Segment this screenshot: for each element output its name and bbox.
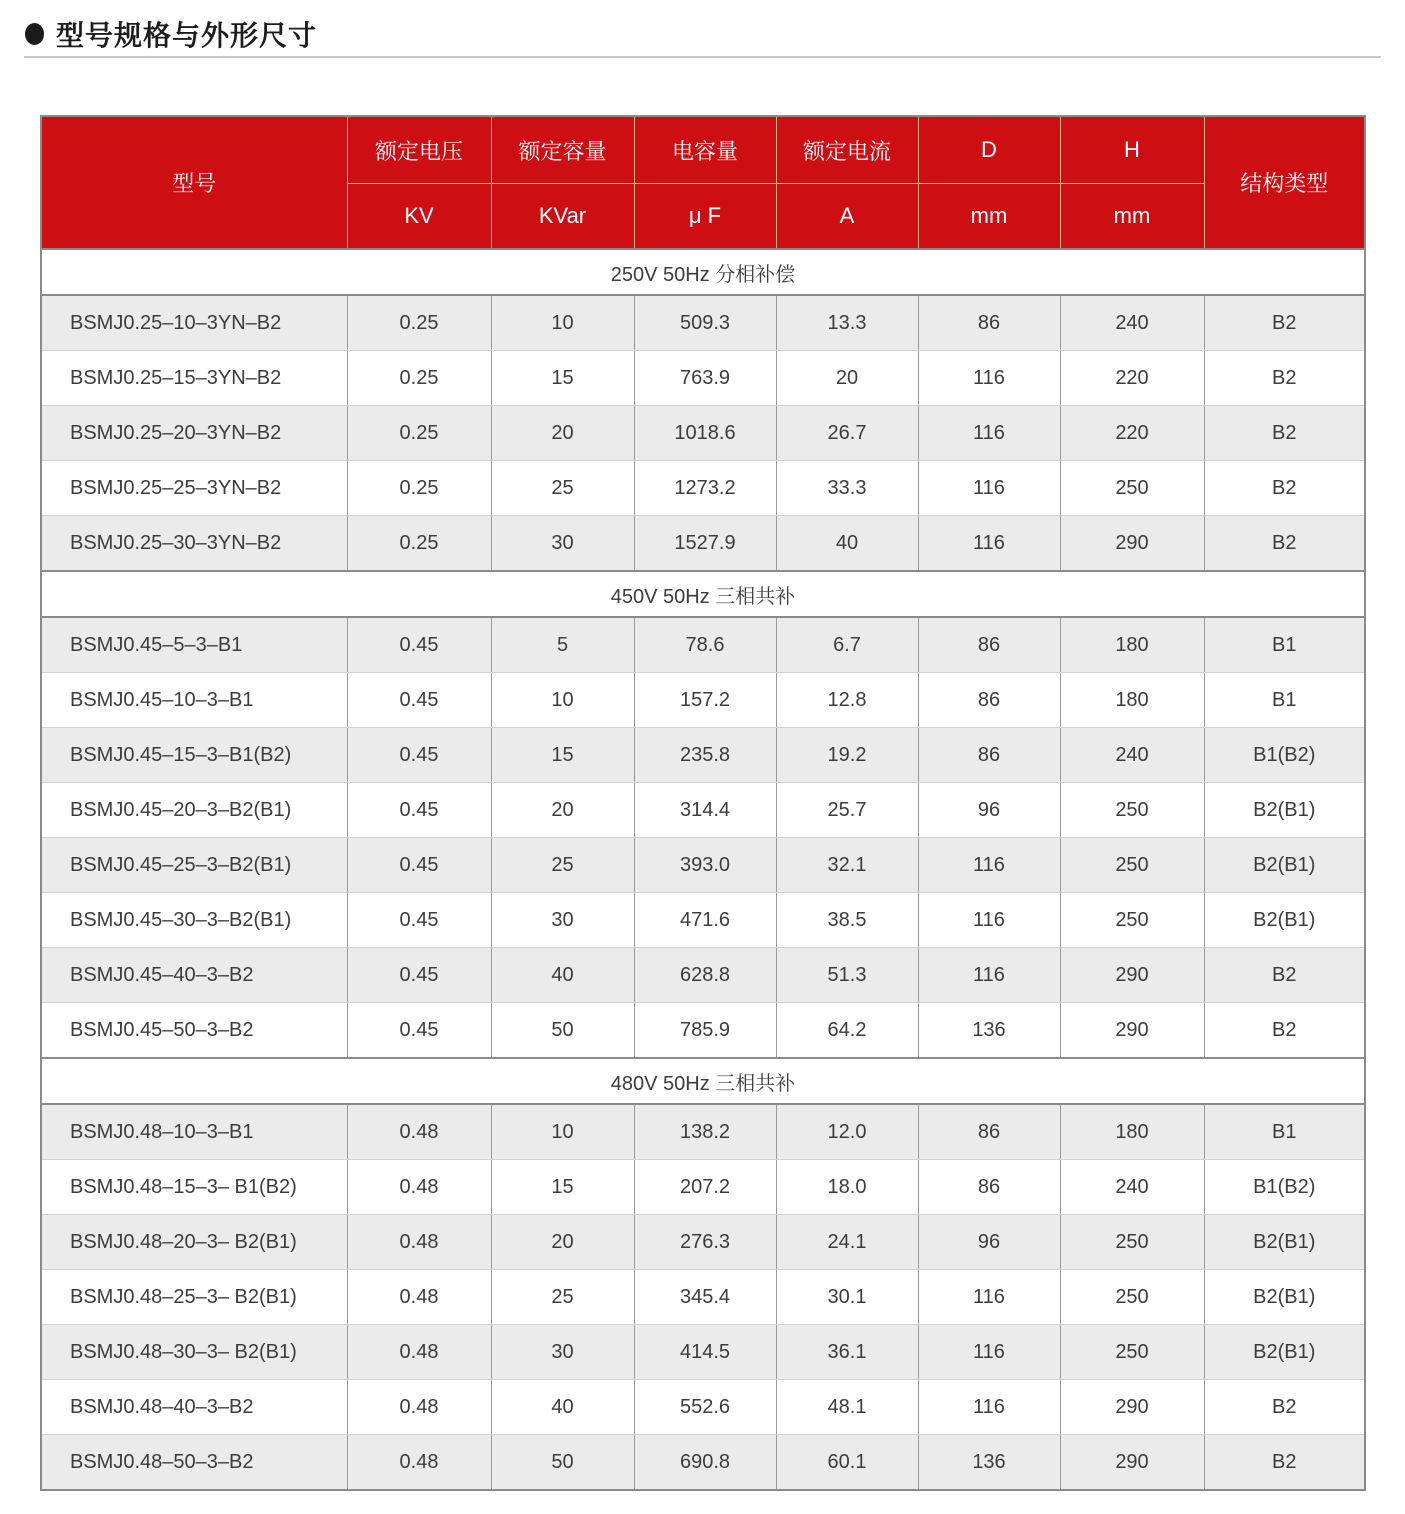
table-row [41,1435,1365,1491]
unit-kvar: KVar [491,184,634,250]
cell-rated-current: 48.1 [776,1380,918,1435]
table-row [41,1215,1365,1270]
cell-rated-current: 12.8 [776,673,918,728]
cell-height: 250 [1060,783,1204,838]
table-row [41,1003,1365,1059]
cell-rated-voltage: 0.25 [347,295,491,351]
cell-height: 250 [1060,838,1204,893]
cell-capacitance: 763.9 [634,351,776,406]
cell-capacitance: 345.4 [634,1270,776,1325]
cell-diameter: 116 [918,838,1060,893]
cell-capacitance: 509.3 [634,295,776,351]
cell-height: 180 [1060,617,1204,673]
table-row [41,1104,1365,1160]
cell-model: BSMJ0.45–40–3–B2 [41,948,347,1003]
cell-rated-voltage: 0.45 [347,948,491,1003]
table-row [41,673,1365,728]
cell-structure-type: B2 [1204,516,1365,572]
cell-model: BSMJ0.48–30–3– B2(B1) [41,1325,347,1380]
table-row [41,461,1365,516]
cell-rated-voltage: 0.45 [347,617,491,673]
cell-model: BSMJ0.48–40–3–B2 [41,1380,347,1435]
cell-rated-voltage: 0.48 [347,1215,491,1270]
cell-capacitance: 207.2 [634,1160,776,1215]
cell-rated-capacity: 50 [491,1003,634,1059]
section-header-row [41,571,1365,617]
cell-diameter: 116 [918,516,1060,572]
cell-height: 290 [1060,1435,1204,1491]
cell-diameter: 116 [918,406,1060,461]
cell-structure-type: B2(B1) [1204,783,1365,838]
col-header-diameter: D [918,116,1060,184]
cell-rated-voltage: 0.25 [347,406,491,461]
cell-model: BSMJ0.48–10–3–B1 [41,1104,347,1160]
cell-height: 220 [1060,351,1204,406]
cell-capacitance: 138.2 [634,1104,776,1160]
unit-mm-h: mm [1060,184,1204,250]
section-title: 480V 50Hz 三相共补 [41,1058,1365,1104]
cell-structure-type: B2 [1204,351,1365,406]
cell-structure-type: B2 [1204,1435,1365,1491]
cell-structure-type: B1 [1204,1104,1365,1160]
cell-structure-type: B1(B2) [1204,1160,1365,1215]
cell-rated-current: 38.5 [776,893,918,948]
cell-structure-type: B2(B1) [1204,838,1365,893]
cell-diameter: 116 [918,1270,1060,1325]
cell-model: BSMJ0.25–15–3YN–B2 [41,351,347,406]
table-row [41,406,1365,461]
table-row [41,948,1365,1003]
cell-rated-voltage: 0.45 [347,783,491,838]
cell-rated-capacity: 10 [491,295,634,351]
section-title: 250V 50Hz 分相补偿 [41,249,1365,295]
cell-model: BSMJ0.45–10–3–B1 [41,673,347,728]
cell-model: BSMJ0.45–20–3–B2(B1) [41,783,347,838]
cell-height: 290 [1060,1380,1204,1435]
cell-diameter: 116 [918,351,1060,406]
table-row [41,516,1365,572]
cell-rated-voltage: 0.48 [347,1435,491,1491]
cell-rated-capacity: 40 [491,1380,634,1435]
cell-rated-current: 19.2 [776,728,918,783]
section-header-row [41,1058,1365,1104]
cell-rated-capacity: 40 [491,948,634,1003]
cell-capacitance: 1527.9 [634,516,776,572]
cell-rated-capacity: 15 [491,351,634,406]
spec-table [40,115,1366,1491]
cell-rated-current: 33.3 [776,461,918,516]
cell-capacitance: 785.9 [634,1003,776,1059]
cell-rated-voltage: 0.45 [347,838,491,893]
cell-structure-type: B2(B1) [1204,1270,1365,1325]
cell-structure-type: B2(B1) [1204,1215,1365,1270]
cell-diameter: 86 [918,617,1060,673]
cell-height: 250 [1060,1270,1204,1325]
cell-rated-voltage: 0.25 [347,461,491,516]
cell-rated-current: 40 [776,516,918,572]
cell-capacitance: 157.2 [634,673,776,728]
cell-diameter: 86 [918,295,1060,351]
unit-kv: KV [347,184,491,250]
cell-rated-current: 64.2 [776,1003,918,1059]
cell-capacitance: 552.6 [634,1380,776,1435]
cell-rated-voltage: 0.25 [347,516,491,572]
cell-height: 240 [1060,295,1204,351]
cell-model: BSMJ0.45–25–3–B2(B1) [41,838,347,893]
cell-structure-type: B2 [1204,1003,1365,1059]
table-row [41,351,1365,406]
cell-height: 250 [1060,461,1204,516]
cell-height: 180 [1060,1104,1204,1160]
cell-height: 220 [1060,406,1204,461]
cell-structure-type: B2(B1) [1204,1325,1365,1380]
cell-diameter: 116 [918,948,1060,1003]
cell-capacitance: 628.8 [634,948,776,1003]
cell-structure-type: B1 [1204,617,1365,673]
cell-diameter: 136 [918,1003,1060,1059]
table-row [41,838,1365,893]
col-header-structure-type: 结构类型 [1204,116,1365,249]
cell-rated-current: 32.1 [776,838,918,893]
cell-rated-capacity: 20 [491,1215,634,1270]
cell-rated-current: 30.1 [776,1270,918,1325]
cell-height: 290 [1060,516,1204,572]
cell-diameter: 86 [918,728,1060,783]
cell-diameter: 86 [918,1160,1060,1215]
cell-height: 180 [1060,673,1204,728]
table-row [41,1160,1365,1215]
cell-model: BSMJ0.45–5–3–B1 [41,617,347,673]
cell-model: BSMJ0.48–50–3–B2 [41,1435,347,1491]
section-header-row [41,249,1365,295]
cell-height: 290 [1060,948,1204,1003]
cell-diameter: 136 [918,1435,1060,1491]
cell-rated-current: 51.3 [776,948,918,1003]
cell-capacitance: 276.3 [634,1215,776,1270]
cell-rated-current: 36.1 [776,1325,918,1380]
cell-rated-capacity: 25 [491,1270,634,1325]
cell-rated-current: 26.7 [776,406,918,461]
cell-structure-type: B2 [1204,406,1365,461]
cell-model: BSMJ0.45–50–3–B2 [41,1003,347,1059]
cell-model: BSMJ0.48–25–3– B2(B1) [41,1270,347,1325]
cell-rated-current: 25.7 [776,783,918,838]
cell-rated-voltage: 0.48 [347,1160,491,1215]
cell-rated-voltage: 0.45 [347,893,491,948]
cell-rated-current: 20 [776,351,918,406]
cell-rated-capacity: 20 [491,406,634,461]
col-header-model: 型号 [41,116,347,249]
cell-capacitance: 235.8 [634,728,776,783]
section-bullet-icon [25,23,44,45]
col-header-rated-voltage: 额定电压 [347,116,491,184]
cell-rated-current: 24.1 [776,1215,918,1270]
cell-rated-capacity: 20 [491,783,634,838]
cell-rated-voltage: 0.48 [347,1380,491,1435]
table-row [41,728,1365,783]
cell-rated-capacity: 30 [491,516,634,572]
col-header-height: H [1060,116,1204,184]
cell-rated-voltage: 0.25 [347,351,491,406]
cell-rated-capacity: 5 [491,617,634,673]
page-title: 型号规格与外形尺寸 [56,20,318,51]
table-row [41,1270,1365,1325]
table-row [41,617,1365,673]
cell-capacitance: 414.5 [634,1325,776,1380]
cell-diameter: 116 [918,893,1060,948]
cell-rated-current: 60.1 [776,1435,918,1491]
cell-capacitance: 393.0 [634,838,776,893]
table-row [41,893,1365,948]
table-row [41,1380,1365,1435]
unit-a: A [776,184,918,250]
cell-height: 240 [1060,1160,1204,1215]
unit-mm-d: mm [918,184,1060,250]
cell-rated-capacity: 10 [491,673,634,728]
cell-height: 250 [1060,1325,1204,1380]
cell-rated-capacity: 15 [491,728,634,783]
cell-model: BSMJ0.45–15–3–B1(B2) [41,728,347,783]
cell-rated-capacity: 10 [491,1104,634,1160]
cell-diameter: 116 [918,461,1060,516]
cell-rated-voltage: 0.48 [347,1270,491,1325]
cell-rated-voltage: 0.45 [347,673,491,728]
cell-diameter: 86 [918,673,1060,728]
cell-capacitance: 471.6 [634,893,776,948]
cell-structure-type: B1 [1204,673,1365,728]
cell-rated-capacity: 25 [491,838,634,893]
cell-rated-capacity: 30 [491,1325,634,1380]
col-header-rated-current: 额定电流 [776,116,918,184]
cell-diameter: 86 [918,1104,1060,1160]
cell-structure-type: B2 [1204,295,1365,351]
cell-height: 250 [1060,1215,1204,1270]
cell-rated-current: 13.3 [776,295,918,351]
cell-capacitance: 1273.2 [634,461,776,516]
title-divider [24,56,1381,58]
cell-rated-voltage: 0.45 [347,1003,491,1059]
cell-diameter: 116 [918,1325,1060,1380]
cell-rated-current: 18.0 [776,1160,918,1215]
table-row [41,783,1365,838]
cell-model: BSMJ0.25–30–3YN–B2 [41,516,347,572]
cell-structure-type: B2 [1204,948,1365,1003]
table-row [41,295,1365,351]
cell-structure-type: B2(B1) [1204,893,1365,948]
col-header-capacitance: 电容量 [634,116,776,184]
unit-uf: μ F [634,184,776,250]
cell-diameter: 96 [918,783,1060,838]
cell-rated-voltage: 0.48 [347,1325,491,1380]
page-header [25,14,317,54]
cell-rated-capacity: 30 [491,893,634,948]
cell-height: 250 [1060,893,1204,948]
cell-model: BSMJ0.45–30–3–B2(B1) [41,893,347,948]
cell-capacitance: 314.4 [634,783,776,838]
section-title: 450V 50Hz 三相共补 [41,571,1365,617]
cell-rated-capacity: 50 [491,1435,634,1491]
cell-structure-type: B1(B2) [1204,728,1365,783]
cell-diameter: 116 [918,1380,1060,1435]
table-row [41,1325,1365,1380]
cell-rated-capacity: 25 [491,461,634,516]
cell-height: 240 [1060,728,1204,783]
cell-model: BSMJ0.25–20–3YN–B2 [41,406,347,461]
cell-capacitance: 690.8 [634,1435,776,1491]
cell-rated-capacity: 15 [491,1160,634,1215]
cell-rated-voltage: 0.45 [347,728,491,783]
cell-rated-current: 6.7 [776,617,918,673]
col-header-rated-capacity: 额定容量 [491,116,634,184]
cell-model: BSMJ0.25–10–3YN–B2 [41,295,347,351]
cell-rated-current: 12.0 [776,1104,918,1160]
cell-diameter: 96 [918,1215,1060,1270]
cell-model: BSMJ0.48–15–3– B1(B2) [41,1160,347,1215]
cell-model: BSMJ0.48–20–3– B2(B1) [41,1215,347,1270]
cell-structure-type: B2 [1204,1380,1365,1435]
cell-capacitance: 1018.6 [634,406,776,461]
cell-model: BSMJ0.25–25–3YN–B2 [41,461,347,516]
cell-height: 290 [1060,1003,1204,1059]
cell-rated-voltage: 0.48 [347,1104,491,1160]
cell-capacitance: 78.6 [634,617,776,673]
cell-structure-type: B2 [1204,461,1365,516]
